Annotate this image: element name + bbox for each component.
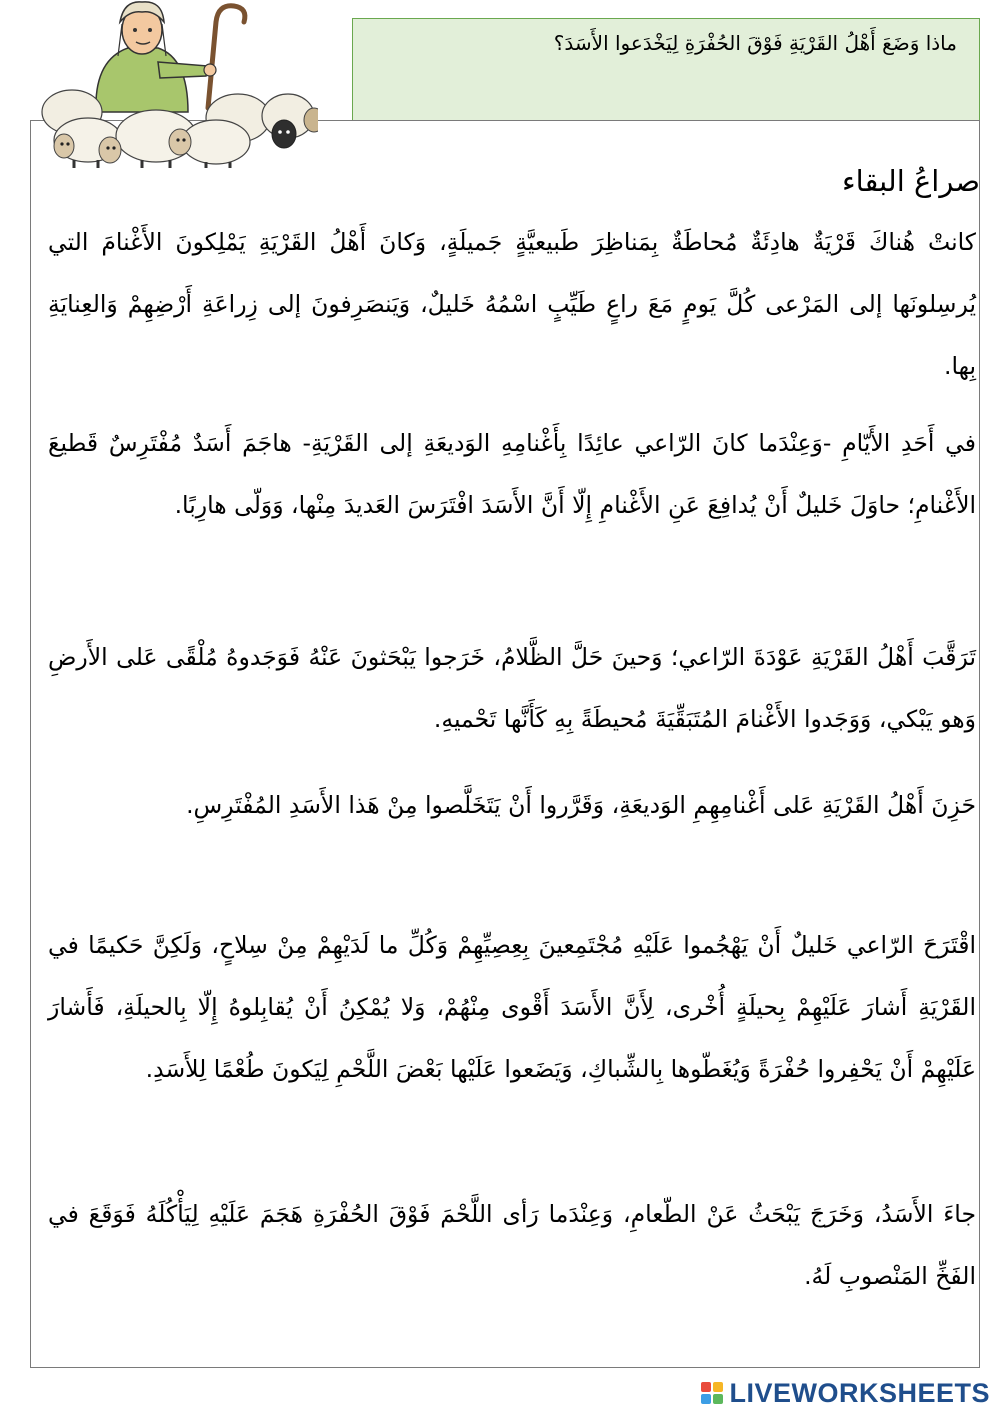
logo-square [713, 1394, 723, 1404]
story-title: صراعُ البقاء [842, 164, 980, 198]
story-paragraph-2: في أَحَدِ الأَيّامِ -وَعِنْدَما كانَ الرّاعي عائِدًا بِأَغْنامِهِ الوَديعَةِ إلى القَرْيَةِ- هاجَمَ أَسَدٌ مُفْتَرِسٌ قَطيعَ الأَغْنامِ؛ حاوَلَ خَليلٌ أَنْ يُدافِعَ عَنِ الأَغْنامِ إِلّا أَنَّ الأَسَدَ افْتَرَسَ العَديدَ مِنْها، وَوَلّى هارِبًا. [48, 429, 976, 519]
logo-square [701, 1382, 711, 1392]
logo-grid-icon [701, 1382, 723, 1404]
story-paragraph-4: حَزِنَ أَهْلُ القَرْيَةِ عَلى أَغْنامِهِمِ الوَديعَةِ، وَقَرَّروا أَنْ يَتَخَلَّصوا مِنْ هَذا الأَسَدِ المُفْتَرِسِ. [186, 791, 976, 819]
story-paragraph-5: اقْتَرَحَ الرّاعي خَليلٌ أَنْ يَهْجُموا عَلَيْهِ مُجْتَمِعينَ بِعِصِيِّهِمْ وَكُلِّ ما لَدَيْهِمْ مِنْ سِلاحٍ، وَلَكِنَّ حَكيمًا في القَرْيَةِ أَشارَ عَلَيْهِمْ بِحيلَةٍ أُخْرى، لِأَنَّ الأَسَدَ أَقْوى مِنْهُمْ، وَلا يُمْكِنُ أَنْ يُقابِلوهُ إِلّا بِالحيلَةِ، فَأَشارَ عَلَيْهِمْ أَنْ يَحْفِروا حُفْرَةً وَيُغَطّوها بِالشِّباكِ، وَيَضَعوا عَلَيْها بَعْضَ اللَّحْمِ لِيَكونَ طُعْمًا لِلأَسَدِ. [48, 931, 976, 1083]
question-text: ماذا وَضَعَ أَهْلُ القَرْيَةِ فَوْقَ الحُفْرَةِ لِيَخْدَعوا الأَسَدَ؟ [553, 31, 957, 55]
logo-square [713, 1382, 723, 1392]
logo-square [701, 1394, 711, 1404]
logo-text: LIVEWORKSHEETS [729, 1377, 990, 1408]
question-box [352, 18, 980, 126]
shepherd-sheep-illustration [38, 0, 318, 170]
story-paragraph-3: تَرَقَّبَ أَهْلُ القَرْيَةِ عَوْدَةَ الرّاعي؛ وَحينَ حَلَّ الظَّلامُ، خَرَجوا يَبْحَثونَ عَنْهُ فَوَجَدوهُ مُلْقًى عَلى الأَرضِ وَهو يَبْكي، وَوَجَدوا الأَغْنامَ المُتَبَقِّيَةَ مُحيطَةً بِهِ كَأَنَّها تَحْميهِ. [48, 643, 976, 733]
story-paragraph-6: جاءَ الأَسَدُ، وَخَرَجَ يَبْحَثُ عَنْ الطّعامِ، وَعِنْدَما رَأى اللَّحْمَ فَوْقَ الحُفْرَةِ هَجَمَ عَلَيْهِ لِيَأْكُلَهُ فَوَقَعَ في الفَخِّ المَنْصوبِ لَهُ. [48, 1200, 976, 1290]
story-paragraph-1: كانتْ هُناكَ قَرْيَةٌ هادِئَةٌ مُحاطَةٌ بِمَناظِرَ طَبيعيَّةٍ جَميلَةٍ، وَكانَ أَهْلُ القَرْيَةِ يَمْلِكونَ الأَغْنامَ التي يُرسِلونَها إلى المَرْعى كُلَّ يَومٍ مَعَ راعٍ طَيِّبٍ اسْمُهُ خَليلٌ، وَيَنصَرِفونَ إلى زِراعَةِ أَرْضِهِمْ وَالعِنايَةِ بِها. [48, 228, 976, 380]
liveworksheets-logo[interactable] [701, 1376, 990, 1410]
